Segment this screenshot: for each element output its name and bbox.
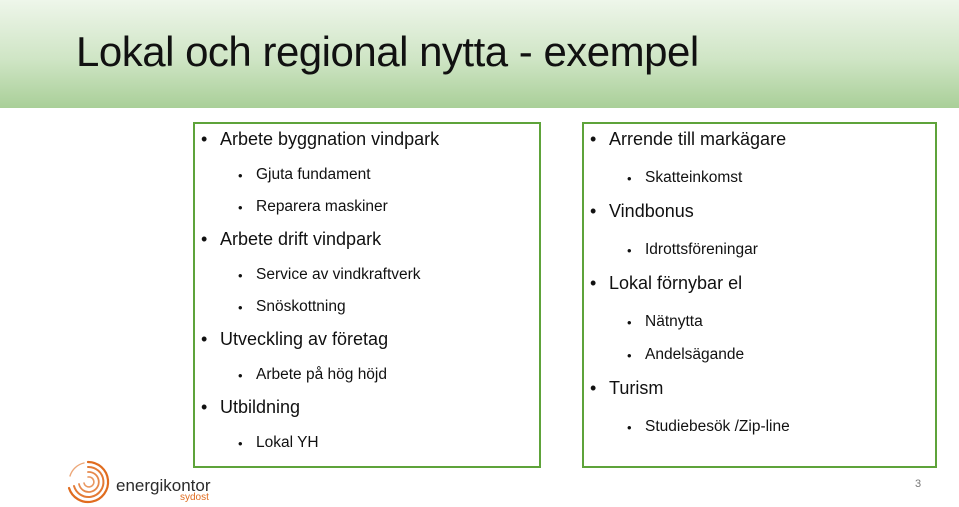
list-item: • Service av vindkraftverk [195, 263, 439, 295]
list-item: • Nätnytta [584, 310, 790, 343]
list-item: • Skatteinkomst [584, 166, 790, 199]
left-bullet-list [195, 127, 439, 463]
list-item: • Utveckling av företag [195, 327, 439, 363]
list-item: • Arrende till markägare [584, 127, 790, 166]
list-item: • Studiebesök /Zip-line [584, 415, 790, 448]
right-bullet-list [584, 127, 790, 448]
energikontor-logo [64, 458, 234, 506]
list-item: • Arbete på hög höjd [195, 363, 439, 395]
list-item: • Arbete byggnation vindpark [195, 127, 439, 163]
list-item: • Turism [584, 376, 790, 415]
list-item: • Idrottsföreningar [584, 238, 790, 271]
logo-wordmark: energikontor [116, 476, 211, 495]
list-item: • Lokal YH [195, 431, 439, 463]
page-number: 3 [915, 478, 922, 490]
right-content-box [582, 122, 937, 468]
list-item: • Lokal förnybar el [584, 271, 790, 310]
list-item: • Reparera maskiner [195, 195, 439, 227]
slide-title: Lokal och regional nytta - exempel [76, 28, 699, 75]
left-content-box [193, 122, 541, 468]
logo-subtext: sydost [180, 492, 209, 503]
list-item: • Arbete drift vindpark [195, 227, 439, 263]
list-item: • Snöskottning [195, 295, 439, 327]
list-item: • Andelsägande [584, 343, 790, 376]
list-item: • Gjuta fundament [195, 163, 439, 195]
list-item: • Utbildning [195, 395, 439, 431]
list-item: • Vindbonus [584, 199, 790, 238]
swirl-logo-icon [64, 458, 112, 506]
